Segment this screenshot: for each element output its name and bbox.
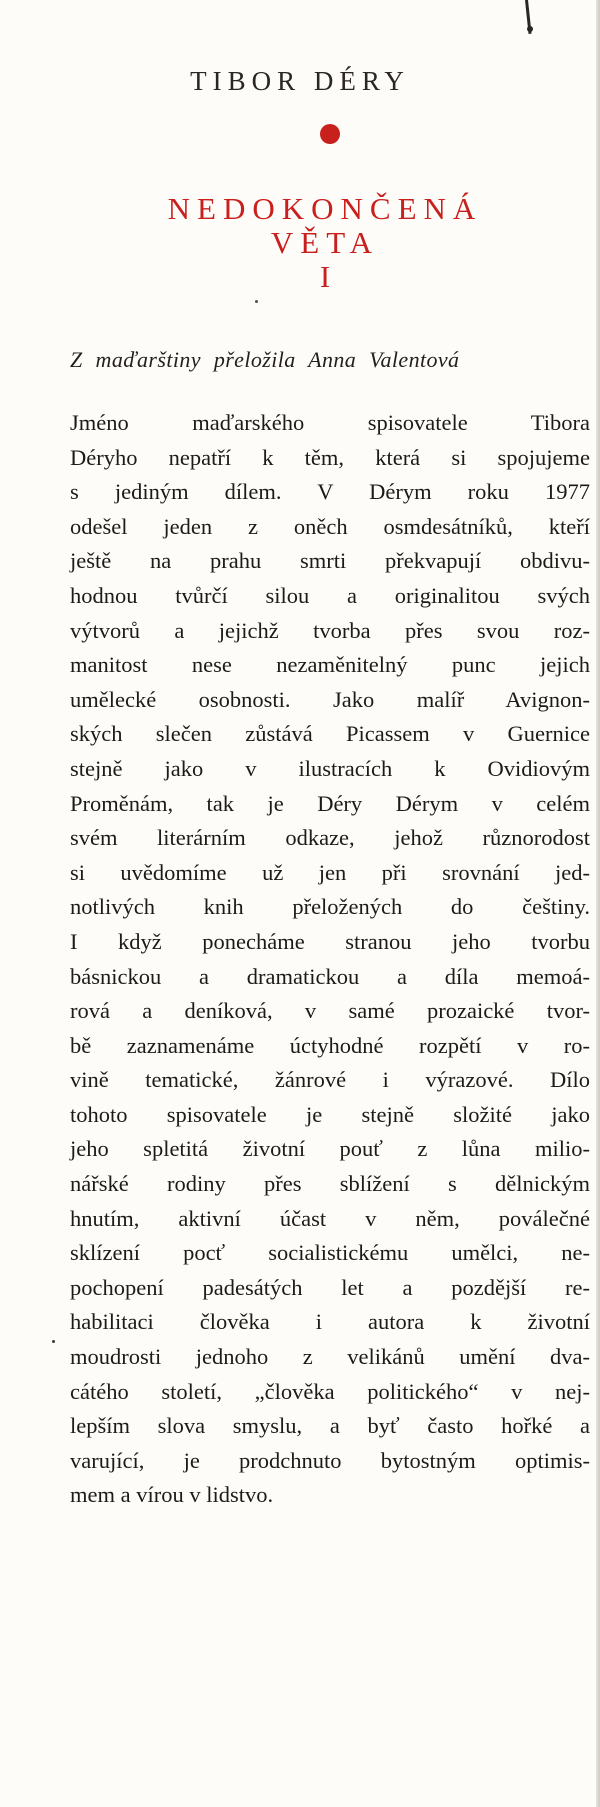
- blurb-line: svém literárním odkaze, jehož různorodost: [70, 825, 590, 851]
- blurb-line: lepším slova smyslu, a byť často hořké a: [70, 1413, 590, 1439]
- blurb-line: rová a deníková, v samé prozaické tvor-: [70, 998, 590, 1024]
- corner-mark-dot: [527, 26, 533, 32]
- author-name: TIBOR DÉRY: [190, 66, 410, 96]
- blurb-line: pochopení padesátých let a pozdější re-: [70, 1274, 590, 1300]
- blurb-line: stejně jako v ilustracích k Ovidiovým: [70, 755, 590, 781]
- blurb-line: hodnou tvůrčí silou a originalitou svých: [70, 582, 590, 608]
- blurb-line: Jméno maďarského spisovatele Tibora: [70, 410, 590, 435]
- blurb-line: básnickou a dramatickou a díla memoá-: [70, 963, 590, 989]
- blurb-line: notlivých knih přeložených do češtiny.: [70, 894, 590, 920]
- print-speck: [255, 300, 258, 303]
- blurb-line: sklízení pocť socialistickému umělci, ne-: [70, 1240, 590, 1266]
- blurb-line: cátého století, „člověka politického“ v nej-: [70, 1378, 590, 1404]
- blurb-text: [70, 406, 590, 1513]
- blurb-line: varující, je prodchnuto bytostným optimis-: [70, 1447, 590, 1473]
- title-line-1: NEDOKONČENÁ: [167, 191, 483, 226]
- blurb-line: Proměnám, tak je Déry Dérym v celém: [70, 790, 590, 816]
- book-title: [0, 192, 600, 294]
- print-speck: [52, 1340, 55, 1343]
- blurb-line: si uvědomíme už jen při srovnání jed-: [70, 859, 590, 885]
- blurb-line: odešel jeden z oněch osmdesátníků, kteří: [70, 513, 590, 539]
- blurb-line: s jediným dílem. V Dérym roku 1977: [70, 479, 590, 505]
- red-dot-ornament: [320, 124, 340, 144]
- blurb-line: vině tematické, žánrové i výrazové. Dílo: [70, 1067, 590, 1093]
- blurb-line: bě zaznamenáme úctyhodné rozpětí v ro-: [70, 1032, 590, 1058]
- blurb-line: výtvorů a jejichž tvorba přes svou roz-: [70, 617, 590, 643]
- title-volume: I: [319, 259, 331, 294]
- blurb-line: ských slečen zůstává Picassem v Guernice: [70, 721, 590, 747]
- translator-credit: Z maďarštiny přeložila Anna Valentová: [70, 347, 460, 372]
- blurb-line: manitost nese nezaměnitelný punc jejich: [70, 652, 590, 678]
- blurb-line: hnutím, aktivní účast v něm, poválečné: [70, 1205, 590, 1231]
- blurb-line: Déryho nepatří k těm, která si spojujeme: [70, 444, 590, 470]
- blurb-line-last: mem a vírou v lidstvo.: [70, 1482, 274, 1508]
- blurb-line: I když ponecháme stranou jeho tvorbu: [70, 928, 590, 954]
- blurb-line: nářské rodiny přes sblížení s dělnickým: [70, 1171, 590, 1197]
- blurb-line: habilitaci člověka i autora k životní: [70, 1309, 590, 1335]
- blurb-line: moudrosti jednoho z velikánů umění dva-: [70, 1344, 590, 1370]
- blurb-line: umělecké osobnosti. Jako malíř Avignon-: [70, 686, 590, 712]
- blurb-line: ještě na prahu smrti překvapují obdivu-: [70, 548, 590, 574]
- blurb-line: tohoto spisovatele je stejně složité jako: [70, 1101, 590, 1127]
- blurb-line: jeho spletitá životní pouť z lůna milio-: [70, 1136, 590, 1162]
- title-line-2: VĚTA: [270, 225, 380, 260]
